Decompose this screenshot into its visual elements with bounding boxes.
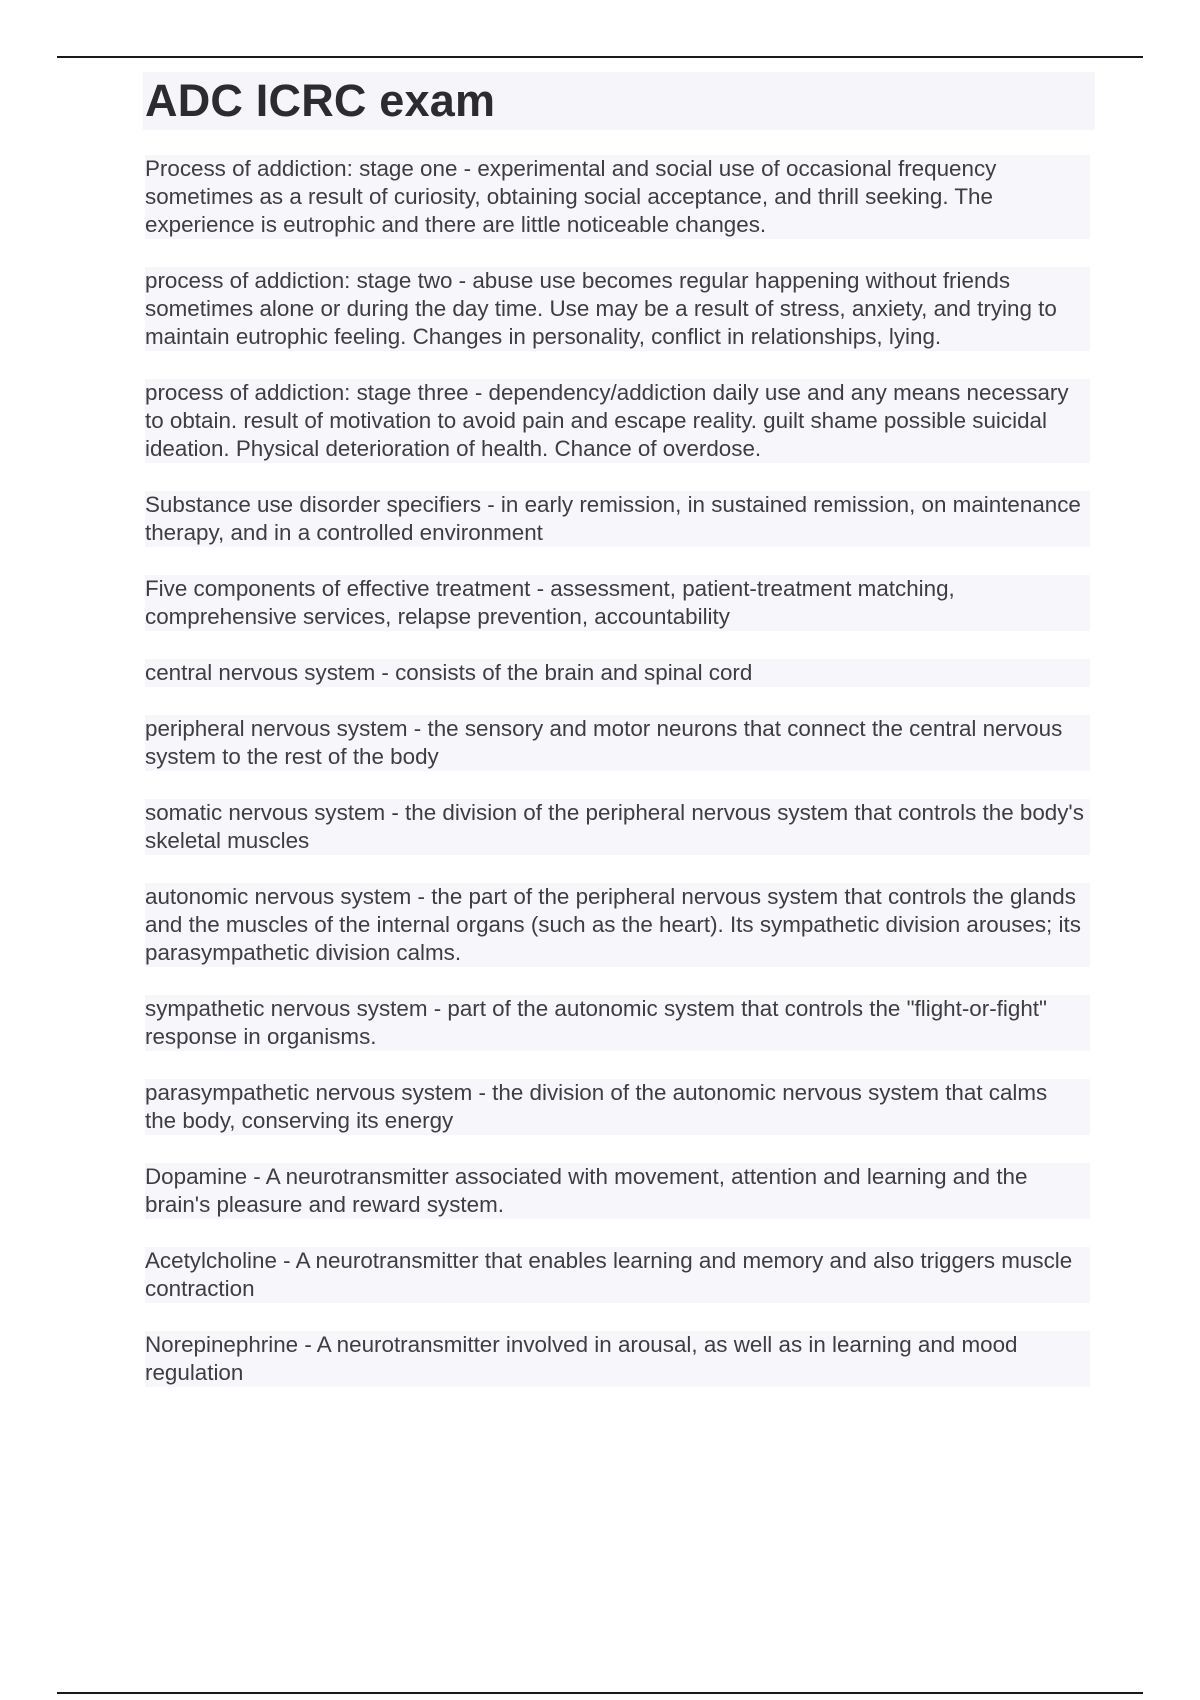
- flashcard-item: Five components of effective treatment - assessment, patient-treatment matching, comprehensive services, relapse prevention, accountability: [145, 575, 1090, 631]
- page-title: ADC ICRC exam: [145, 75, 496, 126]
- flashcard-item: process of addiction: stage two - abuse use becomes regular happening without friends sometimes alone or during the day time. Use may be a result of stress, anxiety, and trying to maintain eutrophic feeling. Changes in personality, conflict in relationships, lying.: [145, 267, 1090, 351]
- flashcard-item: central nervous system - consists of the brain and spinal cord: [145, 659, 1090, 687]
- flashcard-item: process of addiction: stage three - dependency/addiction daily use and any means necessary to obtain. result of motivation to avoid pain and escape reality. guilt shame possible suicidal ideation. Physical deterioration of health. Chance of overdose.: [145, 379, 1090, 463]
- bottom-rule: [57, 1692, 1143, 1694]
- flashcard-item: parasympathetic nervous system - the division of the autonomic nervous system that calms the body, conserving its energy: [145, 1079, 1090, 1135]
- flashcard-item: Acetylcholine - A neurotransmitter that enables learning and memory and also triggers muscle contraction: [145, 1247, 1090, 1303]
- flashcard-item: Substance use disorder specifiers - in early remission, in sustained remission, on maintenance therapy, and in a controlled environment: [145, 491, 1090, 547]
- flashcard-item: Process of addiction: stage one - experimental and social use of occasional frequency sometimes as a result of curiosity, obtaining social acceptance, and thrill seeking. The experience is eutrophic and there are little noticeable changes.: [145, 155, 1090, 239]
- top-rule: [57, 56, 1143, 58]
- flashcard-item: somatic nervous system - the division of the peripheral nervous system that controls the body's skeletal muscles: [145, 799, 1090, 855]
- flashcard-item: sympathetic nervous system - part of the autonomic system that controls the "flight-or-fight" response in organisms.: [145, 995, 1090, 1051]
- flashcard-list: [145, 155, 1090, 1415]
- flashcard-item: autonomic nervous system - the part of the peripheral nervous system that controls the glands and the muscles of the internal organs (such as the heart). Its sympathetic division arouses; its parasympathetic division calms.: [145, 883, 1090, 967]
- flashcard-item: Dopamine - A neurotransmitter associated with movement, attention and learning and the brain's pleasure and reward system.: [145, 1163, 1090, 1219]
- flashcard-item: Norepinephrine - A neurotransmitter involved in arousal, as well as in learning and mood regulation: [145, 1331, 1090, 1387]
- flashcard-item: peripheral nervous system - the sensory and motor neurons that connect the central nervous system to the rest of the body: [145, 715, 1090, 771]
